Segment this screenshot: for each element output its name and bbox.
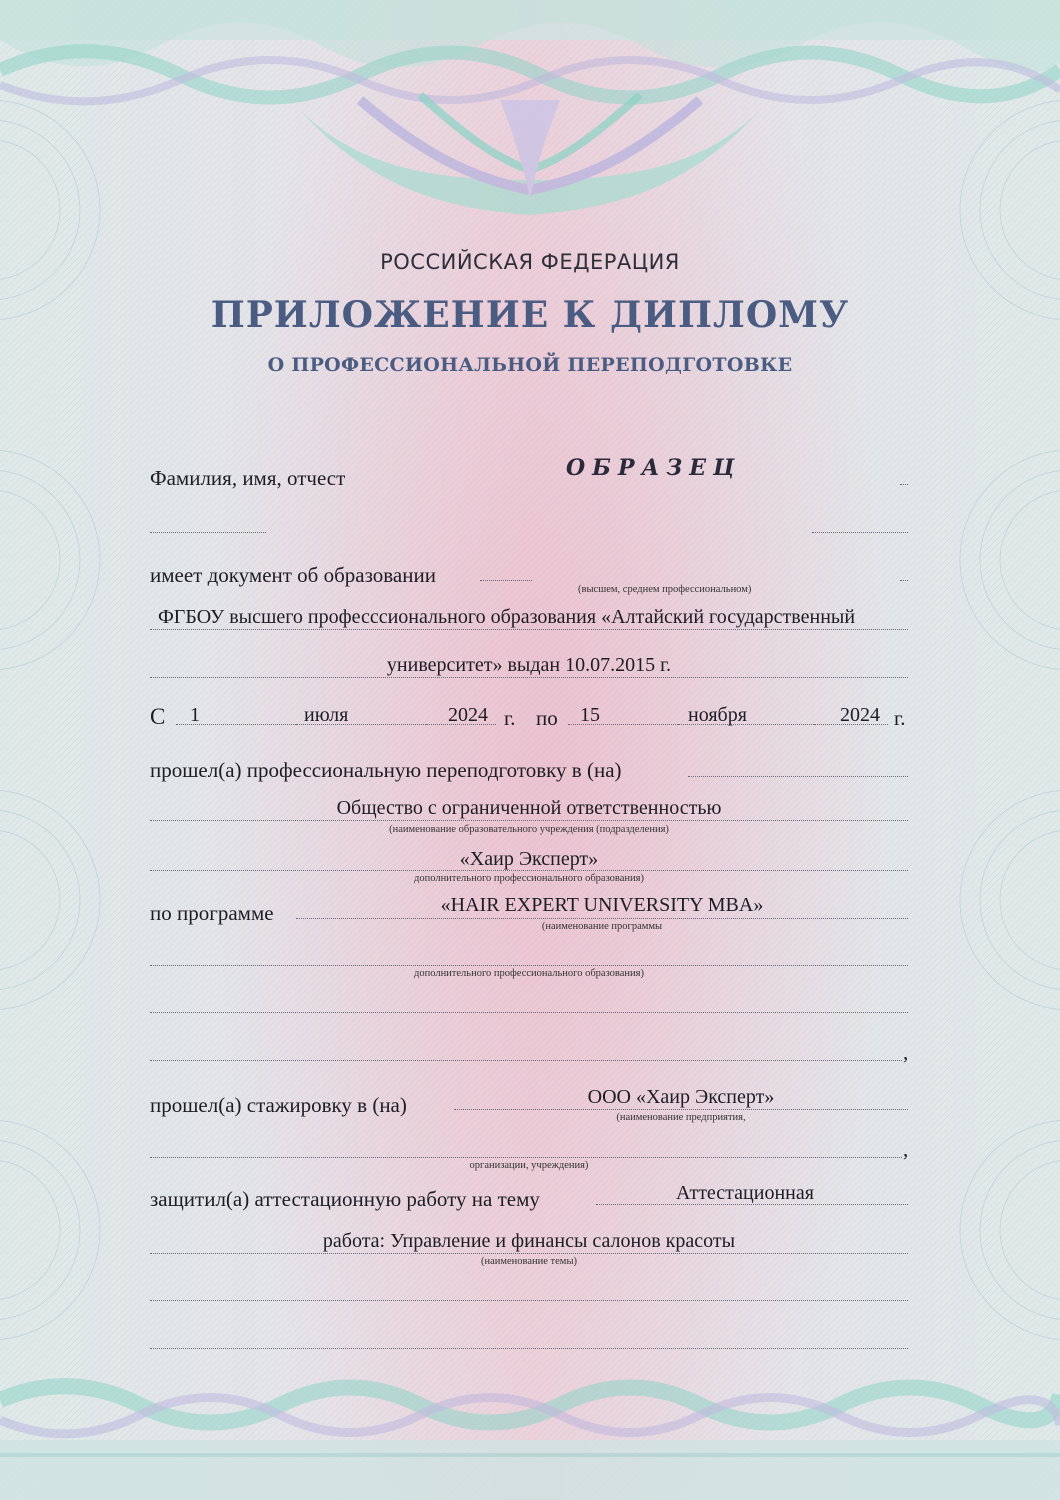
period-from-prefix: С [150,704,166,729]
period-from-year: 2024 [448,704,488,726]
institution-line1: Общество с ограниченной ответственностью [336,797,722,819]
institution-underline-2 [150,870,908,871]
full-name-line-2b [812,532,908,533]
full-name-label: Фамилия, имя, отчест [150,466,346,490]
education-line1: ФГБОУ высшего професссионального образования «Алтайский государственный [158,606,856,628]
education-label: имеет документ об образовании [150,563,436,587]
thesis-underline-1 [596,1204,908,1205]
country-heading: РОССИЙСКАЯ ФЕДЕРАЦИЯ [380,250,680,274]
program-line-comma: , [903,1040,909,1064]
period-to-month: ноября [688,704,747,726]
period-year-suffix-2: г. [894,706,906,730]
internship-line-comma: , [903,1137,909,1161]
education-underline-1 [150,629,908,630]
education-line-1a [480,580,532,581]
program-line-4 [150,1060,902,1061]
period-from-day: 1 [190,704,200,726]
program-underline [296,918,908,919]
program-value: «HAIR EXPERT UNIVERSITY MBA» [440,894,764,916]
thesis-line1: Аттестационная [676,1182,814,1204]
program-caption1: (наименование программы [541,921,663,932]
institution-line2: «Хаир Эксперт» [459,848,599,870]
thesis-underline-2 [150,1253,908,1254]
program-label: по программе [150,901,274,925]
full-name-line-2a [150,532,266,533]
institution-underline-1 [150,820,908,821]
retraining-label: прошел(а) профессиональную переподготовку в (на) [150,758,622,782]
internship-underline [454,1109,908,1110]
period-from-month: июля [304,704,349,726]
retraining-line [688,776,908,777]
document-title: ПРИЛОЖЕНИЕ К ДИПЛОМУ [210,294,850,336]
sample-watermark: ОБРАЗЕЦ [566,455,742,481]
education-line-1b [900,580,908,581]
thesis-line-4 [150,1348,908,1349]
internship-caption1: (наименование предприятия, [616,1112,746,1123]
full-name-line-end [900,484,908,485]
period-to-year: 2024 [840,704,880,726]
education-underline-2 [150,677,908,678]
thesis-line-3 [150,1300,908,1301]
document-subtitle: О ПРОФЕССИОНАЛЬНОЙ ПЕРЕПОДГОТОВКЕ [267,354,793,376]
thesis-line2: работа: Управление и финансы салонов красоты [322,1230,736,1252]
period-year-suffix-1: г. [504,706,516,730]
program-line-2 [150,965,908,966]
period-to-prefix: по [536,706,558,730]
internship-caption2: организации, учреждения) [469,1160,589,1171]
internship-label: прошел(а) стажировку в (на) [150,1093,407,1117]
institution-caption1: (наименование образовательного учреждения (подразделения) [389,824,669,835]
thesis-caption: (наименование темы) [480,1256,578,1267]
education-caption: (высшем, среднем профессиональном) [578,584,752,595]
education-line2: университет» выдан 10.07.2015 г. [386,654,672,676]
institution-caption2: дополнительного профессионального образования) [414,873,644,884]
thesis-label: защитил(а) аттестационную работу на тему [150,1187,540,1211]
program-line-3 [150,1012,908,1013]
program-caption2: дополнительного профессионального образования) [414,968,644,979]
internship-line-2 [150,1157,902,1158]
period-to-day: 15 [580,704,600,726]
internship-value: ООО «Хаир Эксперт» [587,1086,775,1108]
